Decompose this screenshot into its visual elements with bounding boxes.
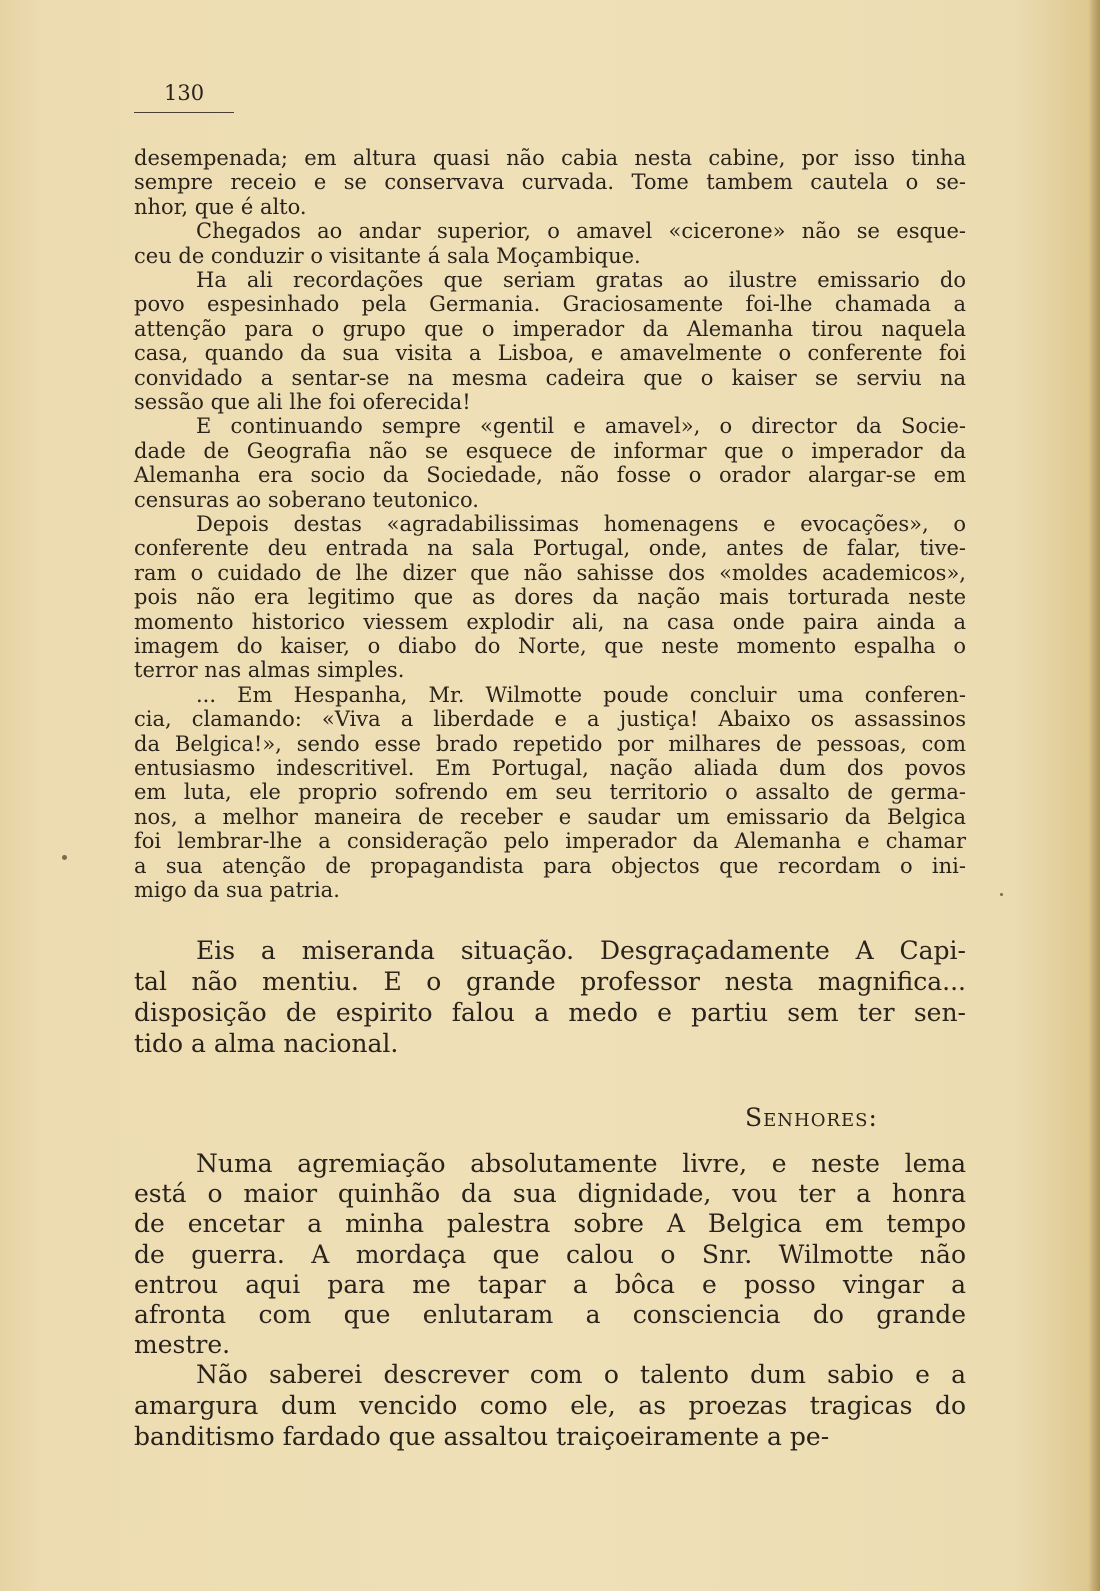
text-line: Ha ali recordações que seriam gratas ao ilustre emissario do xyxy=(196,268,966,292)
text-line: migo da sua patria. xyxy=(134,878,340,902)
text-line: momento historico viessem explodir ali, na casa onde paira ainda a xyxy=(134,610,966,634)
text-line: está o maior quinhão da sua dignidade, vou ter a honra xyxy=(134,1179,966,1208)
text-line: nos, a melhor maneira de receber e saudar um emissario da Belgica xyxy=(134,805,966,829)
text-line: foi lembrar-lhe a consideração pelo imperador da Alemanha e chamar xyxy=(134,829,966,853)
text-line: ceu de conduzir o visitante á sala Moçambique. xyxy=(134,244,641,268)
text-line: tal não mentiu. E o grande professor nesta magnifica... xyxy=(134,967,966,996)
text-line: attenção para o grupo que o imperador da Alemanha tirou naquela xyxy=(134,317,966,341)
text-line: em luta, ele proprio sofrendo em seu territorio o assalto de germa- xyxy=(134,780,966,804)
text-line: Numa agremiação absolutamente livre, e neste lema xyxy=(196,1149,966,1178)
text-line: mestre. xyxy=(134,1330,231,1359)
ink-spot xyxy=(1000,893,1003,896)
text-line: dade de Geografia não se esquece de informar que o imperador da xyxy=(134,439,966,463)
text-line: sempre receio e se conservava curvada. Tome tambem cautela o se- xyxy=(134,170,966,194)
text-line: Chegados ao andar superior, o amavel «cicerone» não se esque- xyxy=(196,219,966,243)
text-line: convidado a sentar-se na mesma cadeira que o kaiser se serviu na xyxy=(134,366,966,390)
text-line: conferente deu entrada na sala Portugal, onde, antes de falar, tive- xyxy=(134,536,966,560)
ink-spot xyxy=(62,855,67,860)
text-line: disposição de espirito falou a medo e partiu sem ter sen- xyxy=(134,998,966,1027)
text-line: da Belgica!», sendo esse brado repetido por milhares de pessoas, com xyxy=(134,732,966,756)
header-rule xyxy=(134,112,234,113)
salutation-heading: Senhores: xyxy=(745,1103,878,1132)
text-line: entusiasmo indescritivel. Em Portugal, nação aliada dum dos povos xyxy=(134,756,966,780)
text-line: Eis a miseranda situação. Desgraçadamente A Capi- xyxy=(196,936,966,965)
text-line: entrou aqui para me tapar a bôca e posso vingar a xyxy=(134,1270,966,1299)
text-line: banditismo fardado que assaltou traiçoeiramente a pe- xyxy=(134,1422,830,1451)
text-line: de encetar a minha palestra sobre A Belgica em tempo xyxy=(134,1209,966,1238)
text-line: casa, quando da sua visita a Lisboa, e amavelmente o conferente foi xyxy=(134,341,966,365)
text-line: nhor, que é alto. xyxy=(134,195,307,219)
text-line: amargura dum vencido como ele, as proezas tragicas do xyxy=(134,1391,966,1420)
text-line: Alemanha era socio da Sociedade, não fosse o orador alargar-se em xyxy=(134,463,966,487)
text-line: ram o cuidado de lhe dizer que não sahisse dos «moldes academicos», xyxy=(134,561,966,585)
text-line: terror nas almas simples. xyxy=(134,658,405,682)
page-edge-shadow xyxy=(1088,0,1100,1591)
text-line: desempenada; em altura quasi não cabia nesta cabine, por isso tinha xyxy=(134,146,966,170)
text-line: povo espesinhado pela Germania. Graciosamente foi-lhe chamada a xyxy=(134,292,966,316)
text-line: Depois destas «agradabilissimas homenagens e evocações», o xyxy=(196,512,966,536)
text-line: a sua atenção de propagandista para objectos que recordam o ini- xyxy=(134,854,966,878)
text-line: imagem do kaiser, o diabo do Norte, que neste momento espalha o xyxy=(134,634,966,658)
text-line: E continuando sempre «gentil e amavel», o director da Socie- xyxy=(196,414,966,438)
text-line: tido a alma nacional. xyxy=(134,1029,399,1058)
text-line: pois não era legitimo que as dores da nação mais torturada neste xyxy=(134,585,966,609)
text-line: censuras ao soberano teutonico. xyxy=(134,488,479,512)
text-line: cia, clamando: «Viva a liberdade e a justiça! Abaixo os assassinos xyxy=(134,707,966,731)
text-line: sessão que ali lhe foi oferecida! xyxy=(134,390,471,414)
text-line: ... Em Hespanha, Mr. Wilmotte poude concluir uma conferen- xyxy=(196,683,966,707)
text-line: de guerra. A mordaça que calou o Snr. Wilmotte não xyxy=(134,1240,966,1269)
page-number: 130 xyxy=(164,81,205,105)
text-line: afronta com que enlutaram a consciencia do grande xyxy=(134,1300,966,1329)
text-line: Não saberei descrever com o talento dum sabio e a xyxy=(196,1360,966,1389)
